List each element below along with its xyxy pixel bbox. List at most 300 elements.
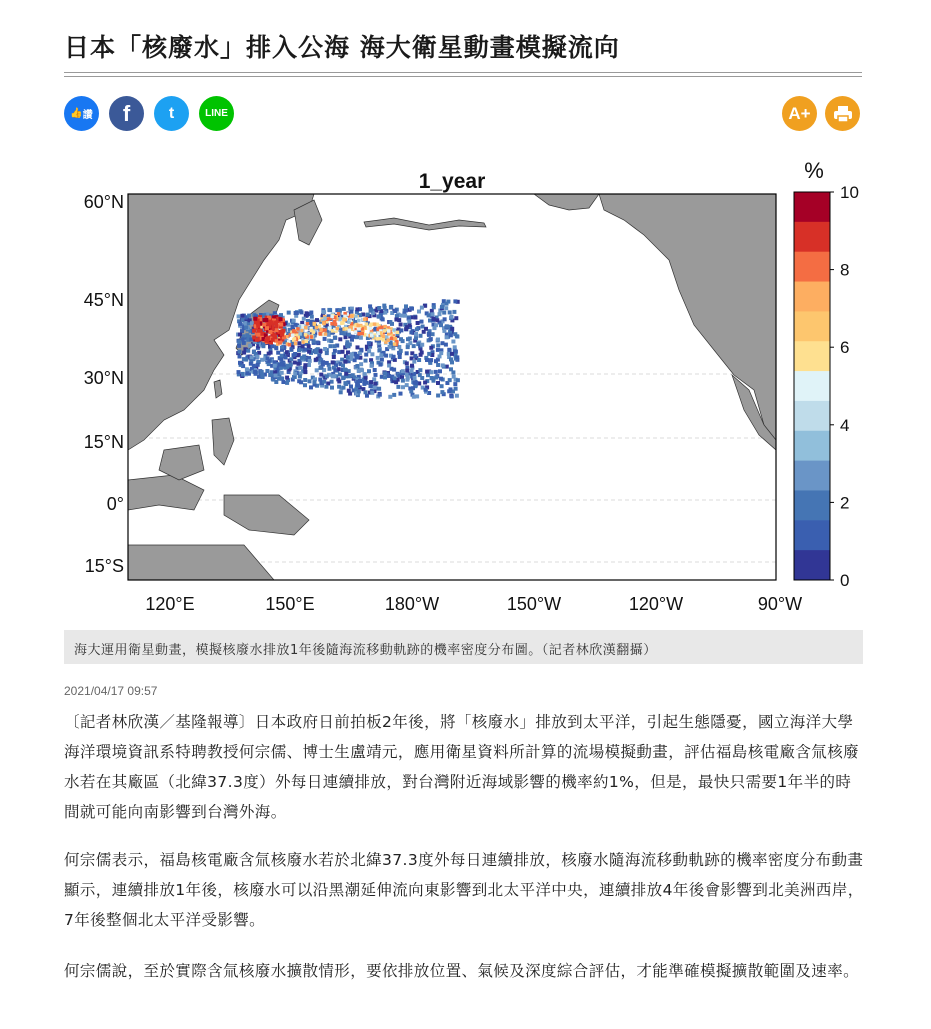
plume-cell	[333, 344, 337, 348]
plume-cell	[291, 325, 295, 329]
plume-cell	[293, 337, 297, 341]
plume-cell	[367, 341, 371, 345]
plume-cell	[427, 332, 431, 336]
plume-cell	[388, 345, 392, 349]
plume-cell	[373, 382, 377, 386]
plume-cell	[383, 306, 387, 310]
colorbar	[794, 192, 830, 581]
plume-cell	[383, 371, 387, 375]
plume-cell	[274, 321, 278, 325]
plume-cell	[339, 390, 343, 394]
plume-cell	[274, 380, 278, 384]
plume-cell	[444, 306, 448, 310]
font-size-button[interactable]	[782, 96, 817, 131]
plume-cell	[405, 383, 409, 387]
plume-cell	[393, 376, 397, 380]
article-paragraph-2: 何宗儒表示，福島核電廠含氚核廢水若於北緯37.3度外每日連續排放，核廢水隨海流移動軌跡的機率密度分布動畫顯示，連續排放1年後，核廢水可以沿黑潮延伸流向東影響到北太平洋中央，連續排放4年後會影響到北美洲西岸，7年後整個北太平洋受影響。	[64, 851, 864, 929]
plume-cell	[285, 376, 289, 380]
plume-cell	[318, 332, 322, 336]
map-area	[128, 194, 776, 580]
plume-cell	[425, 358, 429, 362]
plume-cell	[432, 317, 436, 321]
plume-cell	[266, 356, 270, 360]
plume-cell	[455, 394, 459, 398]
plume-cell	[273, 364, 277, 368]
colorbar-swatch	[794, 252, 830, 282]
plume-cell	[436, 338, 440, 342]
plume-cell	[451, 370, 455, 374]
plume-cell	[248, 344, 252, 348]
plume-cell	[439, 351, 443, 355]
colorbar-tick-label: 0	[840, 571, 850, 590]
plume-cell	[348, 342, 352, 346]
colorbar-swatch	[794, 461, 830, 491]
plume-cell	[288, 343, 292, 347]
plume-cell	[274, 346, 278, 350]
plume-cell	[301, 344, 305, 348]
plume-cell	[370, 333, 374, 337]
plume-cell	[363, 318, 367, 322]
plume-cell	[305, 340, 309, 344]
plume-cell	[310, 329, 314, 333]
plume-cell	[443, 317, 447, 321]
plume-cell	[355, 356, 359, 360]
plume-cell	[298, 366, 302, 370]
plume-cell	[319, 366, 323, 370]
plume-cell	[430, 309, 434, 313]
plume-cell	[418, 368, 422, 372]
plume-cell	[319, 328, 323, 332]
title-rule-bottom	[64, 76, 862, 77]
plume-cell	[308, 359, 312, 363]
plume-cell	[368, 304, 372, 308]
plume-cell	[404, 308, 408, 312]
plume-cell	[383, 329, 387, 333]
plume-cell	[285, 350, 289, 354]
lat-label: 30°N	[83, 368, 124, 388]
plume-cell	[388, 395, 392, 399]
plume-cell	[424, 327, 428, 331]
plume-cell	[351, 335, 355, 339]
plume-cell	[300, 310, 304, 314]
map-figure	[64, 150, 864, 628]
plume-cell	[442, 329, 446, 333]
plume-cell	[450, 315, 454, 319]
share-bar	[64, 96, 234, 131]
plume-cell	[304, 333, 308, 337]
plume-cell	[432, 379, 436, 383]
plume-cell	[420, 306, 424, 310]
plume-cell	[333, 336, 337, 340]
colorbar-tick-label: 10	[840, 183, 859, 202]
colorbar-swatch	[794, 341, 830, 371]
plume-cell	[298, 375, 302, 379]
plume-cell	[405, 378, 409, 382]
plume-cell	[383, 325, 387, 329]
plume-cell	[303, 383, 307, 387]
plume-cell	[369, 384, 373, 388]
plume-cell	[252, 329, 256, 333]
plume-cell	[410, 369, 414, 373]
plume-cell	[405, 361, 409, 365]
plume-cell	[293, 352, 297, 356]
plume-cell	[299, 380, 303, 384]
plume-cell	[376, 356, 380, 360]
plume-cell	[315, 318, 319, 322]
lat-label: 45°N	[83, 290, 124, 310]
plume-cell	[408, 341, 412, 345]
plume-cell	[450, 394, 454, 398]
plume-cell	[289, 357, 293, 361]
plume-cell	[387, 329, 391, 333]
plume-cell	[377, 306, 381, 310]
plume-cell	[435, 318, 439, 322]
plume-cell	[449, 357, 453, 361]
plume-cell	[412, 395, 416, 399]
plume-cell	[253, 370, 257, 374]
plume-cell	[319, 349, 323, 353]
plume-cell	[238, 322, 242, 326]
plume-cell	[375, 337, 379, 341]
plume-cell	[298, 332, 302, 336]
plume-cell	[285, 381, 289, 385]
colorbar-swatch	[794, 282, 830, 312]
plume-cell	[450, 327, 454, 331]
plume-cell	[438, 369, 442, 373]
plume-cell	[325, 374, 329, 378]
plume-cell	[293, 361, 297, 365]
plume-cell	[420, 343, 424, 347]
plume-cell	[406, 345, 410, 349]
plume-cell	[440, 384, 444, 388]
plume-cell	[344, 368, 348, 372]
longitude-axis	[145, 594, 802, 614]
plume-cell	[359, 348, 363, 352]
plume-cell	[262, 323, 266, 327]
plume-cell	[333, 374, 337, 378]
plume-cell	[344, 372, 348, 376]
plume-cell	[237, 340, 241, 344]
plume-cell	[364, 359, 368, 363]
plume-cell	[409, 330, 413, 334]
plume-cell	[286, 364, 290, 368]
plume-cell	[357, 319, 361, 323]
plume-cell	[409, 389, 413, 393]
plume-cell	[338, 317, 342, 321]
article-paragraph-1: 〔記者林欣漢／基隆報導〕日本政府日前拍板2年後，將「核廢水」排放到太平洋，引起生態隱憂，國立海洋大學海洋環境資訊系特聘教授何宗儒、博士生盧靖元，應用衛星資料所計算的流場模擬動畫，評估福島核電廠含氚核廢水若在其廠區（北緯37.3度）外每日連續排放，對台灣附近海域影響的機率約1%，但是，最快只需要1年半的時間就可能向南影響到台灣外海。	[64, 713, 860, 821]
plume-cell	[413, 354, 417, 358]
plume-cell	[316, 341, 320, 345]
colorbar-swatch	[794, 490, 830, 520]
map-title: 1_year	[418, 170, 486, 193]
plume-cell	[389, 306, 393, 310]
plume-cell	[257, 351, 261, 355]
lat-label: 60°N	[83, 192, 124, 212]
plume-cell	[439, 377, 443, 381]
title-rule-top	[64, 72, 862, 73]
plume-cell	[382, 338, 386, 342]
plume-cell	[344, 382, 348, 386]
plume-cell	[431, 312, 435, 316]
plume-cell	[377, 387, 381, 391]
plume-cell	[440, 305, 444, 309]
plume-cell	[420, 376, 424, 380]
plume-cell	[318, 378, 322, 382]
plume-cell	[273, 333, 277, 337]
plume-cell	[400, 314, 404, 318]
line-share-button[interactable]	[199, 96, 234, 131]
plume-cell	[449, 333, 453, 337]
plume-cell	[338, 337, 342, 341]
plume-cell	[355, 307, 359, 311]
plume-cell	[265, 326, 269, 330]
colorbar-tick-label: 6	[840, 338, 850, 358]
plume-cell	[399, 392, 403, 396]
colorbar-tick-label: 4	[840, 415, 850, 435]
plume-cell	[346, 355, 350, 359]
plume-cell	[379, 337, 383, 341]
plume-cell	[281, 380, 285, 384]
plume-cell	[307, 350, 311, 354]
plume-cell	[453, 382, 457, 386]
plume-cell	[377, 349, 381, 353]
plume-cell	[392, 355, 396, 359]
plume-cell	[399, 349, 403, 353]
plume-cell	[342, 386, 346, 390]
plume-cell	[315, 326, 319, 330]
plume-cell	[307, 344, 311, 348]
plume-cell	[392, 368, 396, 372]
plume-cell	[361, 332, 365, 336]
plume-cell	[291, 333, 295, 337]
plume-cell	[415, 327, 419, 331]
facebook-share-button[interactable]	[109, 96, 144, 131]
plume-cell	[450, 352, 454, 356]
plume-cell	[410, 307, 414, 311]
plume-cell	[284, 356, 288, 360]
plume-cell	[245, 367, 249, 371]
plume-cell	[399, 328, 403, 332]
plume-cell	[244, 326, 248, 330]
plume-cell	[330, 386, 334, 390]
plume-cell	[407, 320, 411, 324]
plume-cell	[290, 347, 294, 351]
plume-cell	[427, 313, 431, 317]
plume-cell	[434, 359, 438, 363]
plume-cell	[367, 369, 371, 373]
plume-cell	[245, 333, 249, 337]
plume-cell	[293, 372, 297, 376]
plume-cell	[387, 364, 391, 368]
printer-icon	[833, 105, 853, 123]
plume-cell	[414, 332, 418, 336]
plume-cell	[324, 385, 328, 389]
plume-cell	[292, 319, 296, 323]
plume-cell	[454, 316, 458, 320]
plume-cell	[347, 333, 351, 337]
plume-cell	[357, 327, 361, 331]
plume-cell	[369, 380, 373, 384]
lon-label: 150°W	[506, 594, 562, 614]
lon-label: 90°W	[757, 594, 803, 614]
plume-cell	[315, 368, 319, 372]
plume-cell	[393, 309, 397, 313]
lon-label: 180°W	[384, 594, 440, 614]
plume-cell	[431, 332, 435, 336]
plume-cell	[412, 360, 416, 364]
plume-cell	[342, 317, 346, 321]
plume-cell	[323, 328, 327, 332]
plume-cell	[405, 369, 409, 373]
plume-cell	[318, 325, 322, 329]
plume-cell	[393, 342, 397, 346]
plume-cell	[306, 322, 310, 326]
plume-cell	[453, 345, 457, 349]
plume-cell	[322, 380, 326, 384]
article-tools	[782, 96, 860, 131]
plume-cell	[308, 379, 312, 383]
colorbar-unit: %	[804, 158, 824, 183]
plume-cell	[368, 327, 372, 331]
plume-cell	[405, 351, 409, 355]
plume-cell	[310, 315, 314, 319]
plume-cell	[303, 363, 307, 367]
plume-cell	[429, 346, 433, 350]
facebook-icon: f	[122, 100, 131, 126]
plume-cell	[323, 347, 327, 351]
plume-cell	[366, 313, 370, 317]
plume-cell	[280, 354, 284, 358]
plume-cell	[242, 357, 246, 361]
plume-cell	[455, 355, 459, 359]
plume-cell	[330, 315, 334, 319]
plume-cell	[355, 335, 359, 339]
plume-cell	[247, 314, 251, 318]
plume-cell	[237, 314, 241, 318]
plume-cell	[420, 351, 424, 355]
plume-cell	[237, 344, 241, 348]
plume-cell	[246, 349, 250, 353]
plume-cell	[238, 355, 242, 359]
plume-cell	[384, 354, 388, 358]
plume-cell	[357, 332, 361, 336]
colorbar-tick-label: 2	[840, 493, 850, 513]
plume-cell	[328, 308, 332, 312]
plume-cell	[442, 311, 446, 315]
plume-cell	[305, 311, 309, 315]
plume-cell	[307, 363, 311, 367]
article-paragraph-3: 何宗儒說，至於實際含氚核廢水擴散情形，要依排放位置、氣候及深度綜合評估，才能準確模擬擴散範圍及速率。	[64, 962, 860, 980]
plume-cell	[325, 351, 329, 355]
plume-cell	[369, 324, 373, 328]
plume-cell	[401, 369, 405, 373]
plume-cell	[399, 323, 403, 327]
plume-cell	[445, 324, 449, 328]
plume-cell	[412, 381, 416, 385]
plume-cell	[436, 343, 440, 347]
plume-cell	[238, 333, 242, 337]
plume-cell	[369, 309, 373, 313]
plume-cell	[356, 324, 360, 328]
plume-cell	[414, 336, 418, 340]
twitter-share-button[interactable]	[154, 96, 189, 131]
plume-cell	[343, 360, 347, 364]
article-title: 日本「核廢水」排入公海 海大衛星動畫模擬流向	[64, 33, 620, 62]
plume-cell	[265, 369, 269, 373]
plume-cell	[270, 320, 274, 324]
plume-cell	[331, 360, 335, 364]
plume-cell	[416, 321, 420, 325]
plume-cell	[331, 329, 335, 333]
plume-cell	[313, 322, 317, 326]
plume-cell	[405, 373, 409, 377]
plume-cell	[279, 313, 283, 317]
plume-cell	[377, 315, 381, 319]
plume-cell	[282, 329, 286, 333]
plume-cell	[436, 363, 440, 367]
figure-caption: 海大運用衛星動畫，模擬核廢水排放1年後隨海流移動軌跡的機率密度分布圖。（記者林欣漢翻攝）	[64, 630, 863, 664]
publish-date: 2021/04/17 09:57	[64, 684, 158, 698]
plume-cell	[253, 317, 257, 321]
colorbar-swatch	[794, 520, 830, 550]
plume-cell	[425, 370, 429, 374]
plume-cell	[401, 339, 405, 343]
plume-cell	[340, 331, 344, 335]
plume-cell	[370, 364, 374, 368]
plume-cell	[394, 318, 398, 322]
plume-cell	[280, 361, 284, 365]
plume-cell	[287, 311, 291, 315]
plume-cell	[275, 328, 279, 332]
plume-cell	[256, 363, 260, 367]
colorbar-tick-label: 8	[840, 260, 850, 280]
plume-cell	[363, 372, 367, 376]
colorbar-swatch	[794, 192, 830, 222]
plume-cell	[256, 355, 260, 359]
plume-cell	[349, 385, 353, 389]
plume-cell	[374, 373, 378, 377]
plume-cell	[373, 322, 377, 326]
plume-cell	[314, 358, 318, 362]
plume-cell	[315, 348, 319, 352]
print-button[interactable]	[825, 96, 860, 131]
like-button[interactable]: 👍 讚	[64, 96, 99, 131]
plume-cell	[408, 337, 412, 341]
plume-cell	[268, 330, 272, 334]
plume-cell	[404, 304, 408, 308]
plume-cell	[394, 337, 398, 341]
plume-cell	[376, 332, 380, 336]
plume-cell	[436, 381, 440, 385]
plume-cell	[429, 337, 433, 341]
plume-cell	[417, 358, 421, 362]
plume-cell	[256, 333, 260, 337]
plume-cell	[378, 393, 382, 397]
plume-cell	[393, 328, 397, 332]
plume-cell	[238, 361, 242, 365]
probability-map	[64, 150, 864, 628]
plume-cell	[401, 385, 405, 389]
plume-cell	[342, 307, 346, 311]
plume-cell	[410, 364, 414, 368]
plume-cell	[373, 386, 377, 390]
plume-cell	[274, 339, 278, 343]
plume-cell	[355, 364, 359, 368]
plume-cell	[319, 373, 323, 377]
plume-cell	[245, 371, 249, 375]
plume-cell	[398, 355, 402, 359]
plume-cell	[325, 361, 329, 365]
